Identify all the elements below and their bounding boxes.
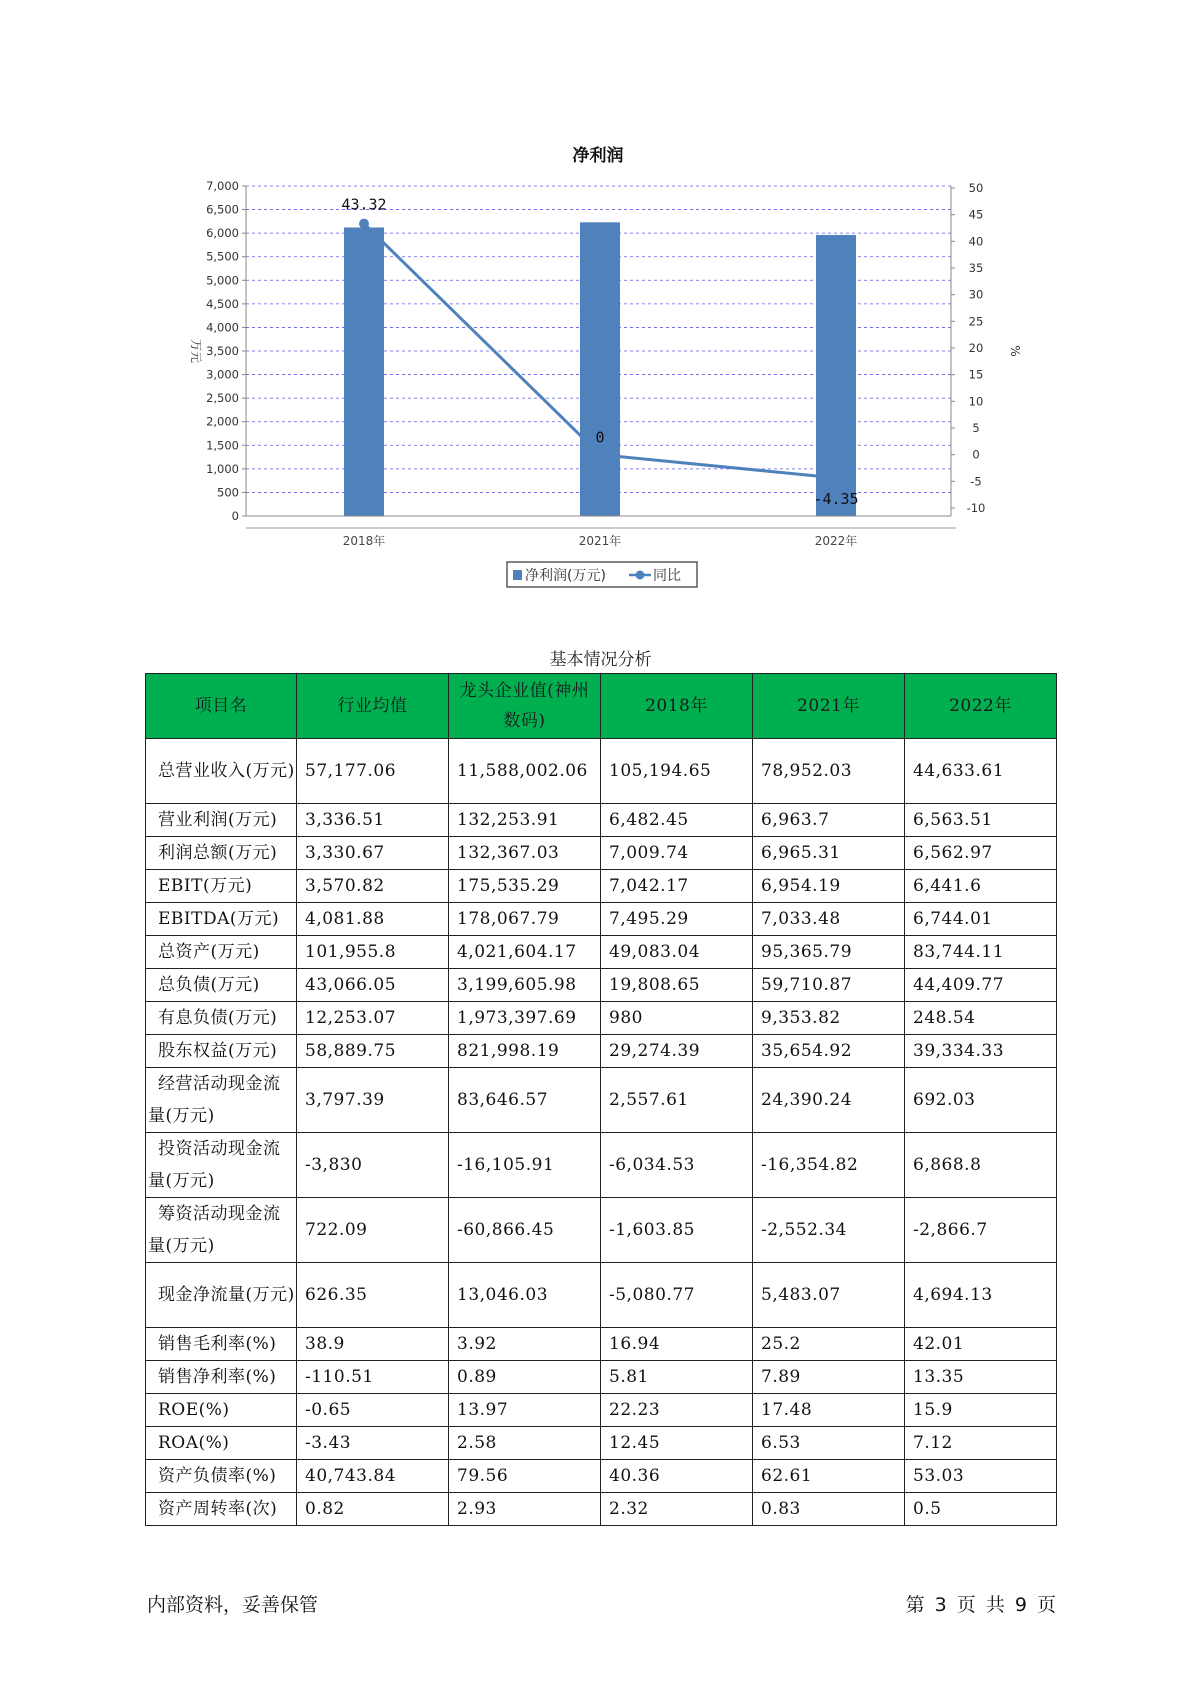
table-cell: -2,866.7 [905,1198,1057,1263]
table-cell: 40,743.84 [297,1460,449,1493]
right-tick-label: 5 [972,421,980,435]
table-cell: 6,744.01 [905,903,1057,936]
table-row [146,1198,1057,1263]
row-label-cell: EBIT(万元) [146,870,297,903]
table-cell: 7,009.74 [601,837,753,870]
table-cell: 58,889.75 [297,1035,449,1068]
left-tick-label: 6,000 [206,226,239,241]
table-row [146,739,1057,804]
left-tick-label: 5,000 [206,273,239,288]
table-cell: 11,588,002.06 [449,739,601,804]
legend-label: 同比 [653,568,681,584]
x-tick-label: 2021年 [578,534,622,548]
table-cell: -0.65 [297,1394,449,1427]
table-cell: 49,083.04 [601,936,753,969]
table-cell: 7.89 [753,1361,905,1394]
table-row [146,1133,1057,1198]
table-cell: 29,274.39 [601,1035,753,1068]
right-tick-label: 20 [968,341,984,355]
table-cell: 178,067.79 [449,903,601,936]
table-cell: 0.82 [297,1493,449,1526]
row-label-cell: 筹资活动现金流量(万元) [146,1198,297,1263]
x-tick-label: 2018年 [342,534,386,548]
table-cell: 5.81 [601,1361,753,1394]
table-cell: 95,365.79 [753,936,905,969]
table-cell: 13.97 [449,1394,601,1427]
row-label-cell: 现金净流量(万元) [146,1263,297,1328]
right-tick-label: 40 [968,234,984,249]
row-label-cell: 总资产(万元) [146,936,297,969]
x-tick-label: 2022年 [814,534,858,548]
legend-bar-swatch [513,570,522,580]
table-cell: 722.09 [297,1198,449,1263]
table-cell: 79.56 [449,1460,601,1493]
table-cell: 4,081.88 [297,903,449,936]
table-cell: 6,868.8 [905,1133,1057,1198]
right-tick-label: 0 [972,447,980,462]
table-cell: 5,483.07 [753,1263,905,1328]
table-header-cell: 2022年 [905,674,1057,739]
table-row [146,1394,1057,1427]
row-label-cell: 经营活动现金流量(万元) [146,1068,297,1133]
table-cell: -6,034.53 [601,1133,753,1198]
right-tick-label: 25 [968,314,984,329]
table-cell: 4,021,604.17 [449,936,601,969]
yoy-data-label: 0 [595,428,605,447]
table-cell: 3,570.82 [297,870,449,903]
table-cell: 3,330.67 [297,837,449,870]
table-cell: 4,694.13 [905,1263,1057,1328]
table-cell: -1,603.85 [601,1198,753,1263]
left-tick-label: 4,500 [206,296,239,311]
table-cell: 0.5 [905,1493,1057,1526]
yoy-data-label: 43.32 [341,195,387,214]
table-row [146,1068,1057,1133]
left-tick-label: 1,500 [206,438,239,453]
chart-canvas [0,0,1191,600]
table-row [146,936,1057,969]
left-axis-title: 万元 [189,338,203,364]
bar [580,222,620,516]
table-row [146,1361,1057,1394]
left-tick-label: 2,500 [206,391,239,406]
table-cell: 19,808.65 [601,969,753,1002]
row-label-cell: 有息负债(万元) [146,1002,297,1035]
left-tick-label: 3,500 [206,344,239,358]
left-tick-label: 0 [231,509,239,523]
left-tick-label: 5,500 [206,249,239,264]
table-cell: 248.54 [905,1002,1057,1035]
table-header-cell: 龙头企业值(神州数码) [449,674,601,739]
table-row [146,969,1057,1002]
legend-line-marker [636,571,645,580]
table-header-cell: 2018年 [601,674,753,739]
table-row [146,1328,1057,1361]
footer-confidential-note: 内部资料，妥善保管 [147,1594,319,1616]
table-cell: 980 [601,1002,753,1035]
right-tick-label: 10 [968,394,984,409]
table-cell: 16.94 [601,1328,753,1361]
basic-analysis-table [145,673,1057,1526]
table-cell: -16,105.91 [449,1133,601,1198]
row-label-cell: 销售毛利率(%) [146,1328,297,1361]
bar [344,227,384,516]
table-cell: 59,710.87 [753,969,905,1002]
table-cell: 6,965.31 [753,837,905,870]
table-cell: 42.01 [905,1328,1057,1361]
table-cell: 7,033.48 [753,903,905,936]
table-cell: 7.12 [905,1427,1057,1460]
table-cell: 38.9 [297,1328,449,1361]
table-cell: 3,199,605.98 [449,969,601,1002]
row-label-cell: 总营业收入(万元) [146,739,297,804]
table-cell: 3.92 [449,1328,601,1361]
table-cell: -16,354.82 [753,1133,905,1198]
legend-label: 净利润(万元) [525,568,606,584]
table-cell: 101,955.8 [297,936,449,969]
right-tick-label: 30 [968,287,984,302]
table-cell: 6,482.45 [601,804,753,837]
left-tick-label: 7,000 [206,179,239,193]
table-cell: 7,495.29 [601,903,753,936]
table-cell: 105,194.65 [601,739,753,804]
table-cell: 15.9 [905,1394,1057,1427]
right-tick-label: 35 [968,261,984,275]
table-cell: 13.35 [905,1361,1057,1394]
table-cell: -5,080.77 [601,1263,753,1328]
right-tick-label: 45 [968,207,984,222]
table-cell: 3,797.39 [297,1068,449,1133]
left-tick-label: 4,000 [206,320,239,335]
table-row [146,837,1057,870]
table-cell: -2,552.34 [753,1198,905,1263]
table-cell: 3,336.51 [297,804,449,837]
row-label-cell: 营业利润(万元) [146,804,297,837]
table-header-cell: 2021年 [753,674,905,739]
table-header-row [146,674,1057,739]
table-row [146,870,1057,903]
table-cell: 132,367.03 [449,837,601,870]
table-cell: 25.2 [753,1328,905,1361]
left-tick-label: 500 [217,485,239,500]
table-cell: 2.58 [449,1427,601,1460]
footer-page-number: 第 3 页 共 9 页 [905,1594,1056,1616]
table-cell: 13,046.03 [449,1263,601,1328]
table-row [146,1002,1057,1035]
yoy-marker [359,219,369,229]
left-tick-label: 1,000 [206,461,239,476]
table-row [146,903,1057,936]
table-cell: 2,557.61 [601,1068,753,1133]
table-row [146,1460,1057,1493]
table-cell: 78,952.03 [753,739,905,804]
table-cell: 62.61 [753,1460,905,1493]
table-header-cell: 行业均值 [297,674,449,739]
table-cell: 44,633.61 [905,739,1057,804]
table-cell: 40.36 [601,1460,753,1493]
table-cell: -3.43 [297,1427,449,1460]
table-cell: 6,441.6 [905,870,1057,903]
row-label-cell: EBITDA(万元) [146,903,297,936]
row-label-cell: 销售净利率(%) [146,1361,297,1394]
row-label-cell: 投资活动现金流量(万元) [146,1133,297,1198]
table-cell: 44,409.77 [905,969,1057,1002]
table-cell: 2.32 [601,1493,753,1526]
table-cell: 83,744.11 [905,936,1057,969]
yoy-data-label: -4.35 [813,489,859,508]
table-cell: 2.93 [449,1493,601,1526]
table-cell: 24,390.24 [753,1068,905,1133]
bar [816,235,856,516]
table-cell: 6.53 [753,1427,905,1460]
right-tick-label: -5 [970,474,982,489]
right-tick-label: -10 [966,501,986,515]
table-cell: 6,963.7 [753,804,905,837]
left-tick-label: 6,500 [206,202,239,217]
table-cell: -60,866.45 [449,1198,601,1263]
table-row [146,1263,1057,1328]
right-axis-title: % [1008,345,1022,357]
row-label-cell: ROA(%) [146,1427,297,1460]
table-header-cell: 项目名 [146,674,297,739]
table-cell: 6,562.97 [905,837,1057,870]
left-tick-label: 2,000 [206,414,239,429]
table-cell: 132,253.91 [449,804,601,837]
row-label-cell: 利润总额(万元) [146,837,297,870]
table-cell: 821,998.19 [449,1035,601,1068]
table-cell: 9,353.82 [753,1002,905,1035]
right-tick-label: 50 [968,181,984,195]
left-tick-label: 3,000 [206,367,239,382]
chart-legend [507,562,697,587]
table-caption: 基本情况分析 [549,650,652,670]
table-cell: 12.45 [601,1427,753,1460]
row-label-cell: 总负债(万元) [146,969,297,1002]
row-label-cell: 资产周转率(次) [146,1493,297,1526]
table-row [146,1035,1057,1068]
net-profit-chart [0,0,1191,600]
right-tick-label: 15 [968,367,984,382]
table-cell: 12,253.07 [297,1002,449,1035]
row-label-cell: 股东权益(万元) [146,1035,297,1068]
table-cell: 626.35 [297,1263,449,1328]
table-cell: 35,654.92 [753,1035,905,1068]
table-cell: 39,334.33 [905,1035,1057,1068]
table-cell: 6,563.51 [905,804,1057,837]
table-cell: 17.48 [753,1394,905,1427]
table-cell: 692.03 [905,1068,1057,1133]
table-cell: -110.51 [297,1361,449,1394]
table-cell: 83,646.57 [449,1068,601,1133]
table-cell: 1,973,397.69 [449,1002,601,1035]
row-label-cell: 资产负债率(%) [146,1460,297,1493]
table-cell: 175,535.29 [449,870,601,903]
table-cell: -3,830 [297,1133,449,1198]
table-cell: 57,177.06 [297,739,449,804]
table-cell: 43,066.05 [297,969,449,1002]
table-row [146,1427,1057,1460]
table-cell: 7,042.17 [601,870,753,903]
table-cell: 6,954.19 [753,870,905,903]
table-cell: 22.23 [601,1394,753,1427]
table-row [146,804,1057,837]
table-cell: 53.03 [905,1460,1057,1493]
chart-title: 净利润 [572,146,624,166]
row-label-cell: ROE(%) [146,1394,297,1427]
table-row [146,1493,1057,1526]
table-cell: 0.83 [753,1493,905,1526]
table-cell: 0.89 [449,1361,601,1394]
